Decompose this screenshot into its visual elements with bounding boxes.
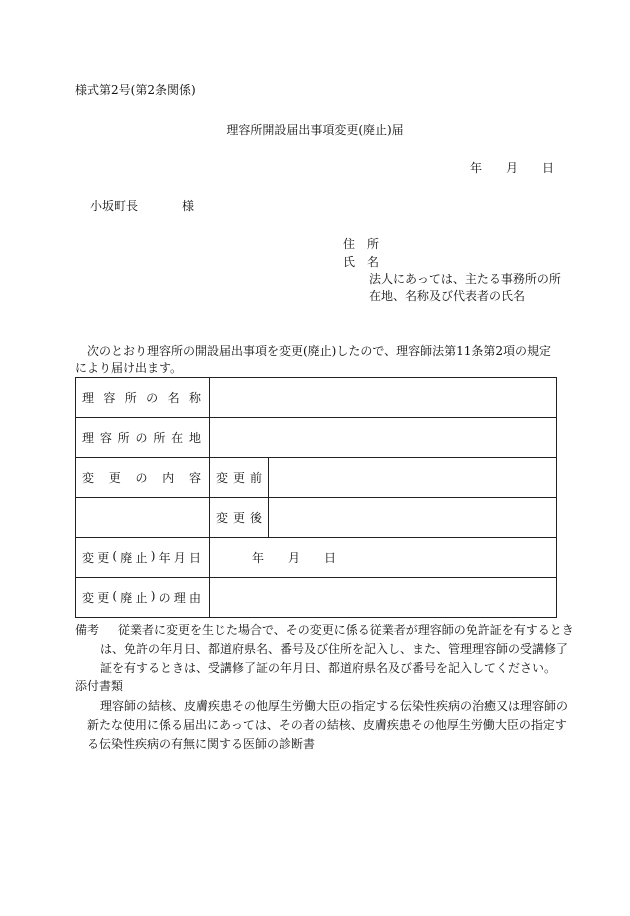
label-char: 変 [216, 511, 229, 525]
label-char: 前 [249, 471, 262, 485]
label-char: ) [150, 549, 156, 563]
label-char: 廃 [120, 591, 133, 605]
change-date-month: 月 [288, 551, 301, 565]
label-char: 更 [97, 591, 110, 605]
label-char: 理 [82, 391, 95, 405]
before-change-field[interactable] [269, 458, 557, 498]
label-char: の [158, 591, 171, 605]
reason-label [76, 578, 210, 618]
label-char: の [135, 431, 148, 445]
date-month-label: 月 [506, 161, 519, 175]
document-title: 理容所開設届出事項変更(廃止)届 [226, 123, 404, 137]
label-char: の [146, 391, 159, 405]
after-change-label [210, 498, 269, 538]
label-char: 所 [153, 431, 166, 445]
shop-name-label [76, 378, 210, 418]
label-char: 内 [162, 471, 175, 485]
table-row [76, 378, 557, 418]
attachment-line2: 新たな使用に係る届出にあっては、その者の結核、皮膚疾患その他厚生労働大臣の指定す [87, 718, 567, 732]
label-char: 由 [188, 591, 201, 605]
label-char: 変 [82, 591, 95, 605]
label-char: 変 [82, 551, 95, 565]
label-char: 理 [82, 431, 95, 445]
label-char: 変 [82, 471, 95, 485]
label-char: 容 [103, 391, 116, 405]
change-date-year: 年 [252, 551, 265, 565]
label-char: 年 [158, 551, 171, 565]
label-char: 理 [173, 591, 186, 605]
attachment-section [75, 697, 569, 754]
table-row [76, 538, 557, 578]
date-year-label: 年 [470, 161, 483, 175]
remarks-line1: 従業者に変更を生じた場合で、その変更に係る従業者が理容師の免許証を有するとき [118, 623, 574, 637]
addressee [90, 198, 194, 214]
remarks-line3: 証を有するときは、受講修了証の年月日、都道府県名及び番号を記入してください。 [100, 661, 557, 675]
label-char: 称 [188, 391, 201, 405]
label-char: 止 [135, 591, 148, 605]
label-char: ) [150, 589, 156, 603]
change-content-empty [76, 498, 210, 538]
change-date-label [76, 538, 210, 578]
attachment-line3: る伝染性疾病の有無に関する医師の診断書 [87, 737, 316, 751]
notification-form-table [75, 377, 557, 618]
label-char: 在 [171, 431, 184, 445]
label-char: 日 [188, 551, 201, 565]
remarks-line2: は、免許の年月日、都道府県名、番号及び住所を記入し、また、管理理容師の受講修了 [100, 642, 569, 656]
attachment-heading: 添付書類 [75, 679, 124, 693]
remarks-heading: 備考 [75, 623, 100, 637]
table-row [76, 498, 557, 538]
shop-address-field[interactable] [210, 418, 557, 458]
date-day-label: 日 [542, 161, 555, 175]
label-char: 地 [188, 431, 201, 445]
corporation-note-line2: 在地、名称及び代表者の氏名 [369, 289, 526, 303]
change-content-label [76, 458, 210, 498]
label-char: 更 [108, 471, 121, 485]
label-char: ( [112, 549, 118, 563]
label-char: ( [112, 589, 118, 603]
attachment-line1: 理容師の結核、皮膚疾患その他厚生労働大臣の指定する伝染性疾病の治癒又は理容師の [100, 699, 569, 713]
shop-name-field[interactable] [210, 378, 557, 418]
addressee-name: 小坂町長 [90, 199, 139, 213]
label-char: 容 [188, 471, 201, 485]
table-row [76, 418, 557, 458]
label-char: 後 [249, 511, 262, 525]
corporation-note [369, 271, 569, 305]
form-number: 様式第2号(第2条関係) [75, 83, 196, 97]
table-row [76, 578, 557, 618]
after-change-field[interactable] [269, 498, 557, 538]
corporation-note-line1: 法人にあっては、主たる事務所の所 [369, 272, 561, 286]
label-char: 容 [99, 431, 112, 445]
change-date-day: 日 [324, 551, 337, 565]
table-row [76, 458, 557, 498]
label-char: 名 [167, 391, 180, 405]
label-char: 止 [135, 551, 148, 565]
label-char: 更 [232, 471, 245, 485]
label-char: 変 [216, 471, 229, 485]
reason-field[interactable] [210, 578, 557, 618]
label-char: 更 [97, 551, 110, 565]
label-char: 所 [124, 391, 137, 405]
addressee-honorific: 様 [182, 199, 195, 213]
label-char: 廃 [120, 551, 133, 565]
applicant-address-label: 住 所 [343, 237, 380, 251]
label-char: 更 [232, 511, 245, 525]
change-date-field[interactable] [210, 538, 557, 578]
submission-date [470, 160, 554, 176]
intro-paragraph: 次のとおり理容所の開設届出事項を変更(廃止)したので、理容師法第11条第2項の規定により届け出ます。 [75, 344, 552, 375]
before-change-label [210, 458, 269, 498]
label-char: 月 [173, 551, 186, 565]
label-char: の [135, 471, 148, 485]
label-char: 所 [117, 431, 130, 445]
shop-address-label [76, 418, 210, 458]
applicant-name-label: 氏 名 [343, 255, 380, 269]
